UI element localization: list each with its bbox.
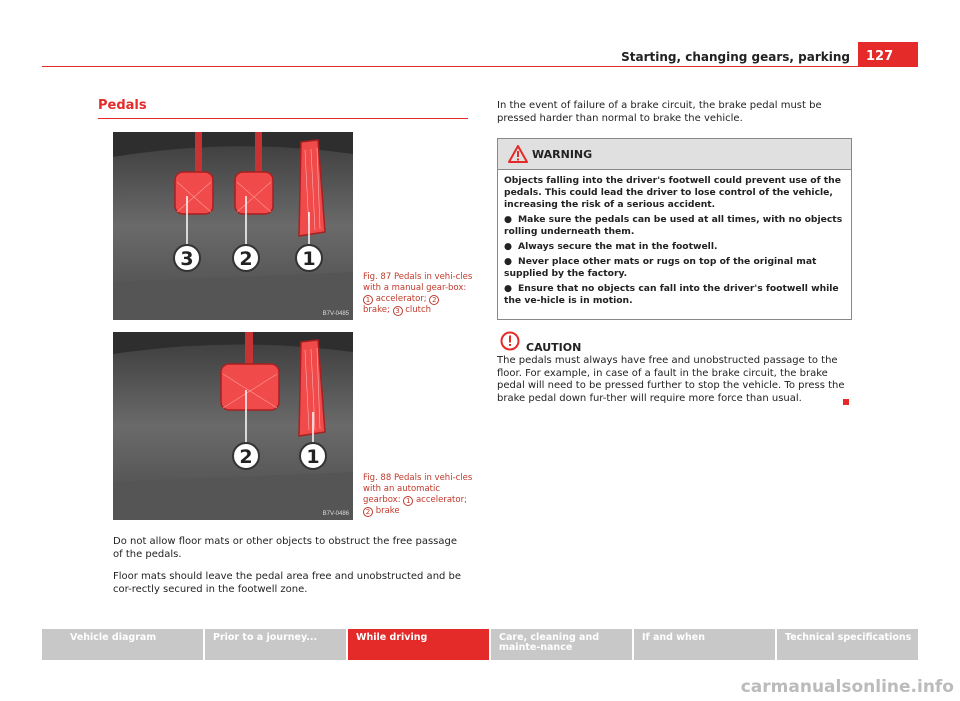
caption-number: 3 [393,306,403,316]
figure-88-caption [363,473,473,517]
watermark: carmanualsonline.info [740,677,954,697]
caption-number: 1 [403,496,413,506]
figure-87-caption [363,272,473,316]
caution-icon [500,331,520,351]
figure-87-manual-pedals [113,132,353,320]
warning-item-text: Always secure the mat in the footwell. [518,241,718,252]
section-title: Pedals [98,98,147,113]
nav-vehicle-diagram[interactable]: Vehicle diagram [42,629,203,660]
warning-triangle-icon [508,145,528,163]
caption-number: 1 [363,295,373,305]
caption-text: brake; [363,305,393,315]
warning-header [498,139,851,170]
warning-item-text: Make sure the pedals can be used at all times, with no objects rolling underneath them. [504,214,843,237]
section-end-marker [843,399,849,405]
warning-item-text: Never place other mats or rugs on top of the original mat supplied by the factory. [504,256,817,279]
caution-text: The pedals must always have free and unobstructed passage to the floor. For example, in case of a fault in the brake circuit, the brake pedal will need to be pressed further to stop the vehicle. To press the brake pedal down fur-ther will require more force than usual. [497,355,845,404]
warning-intro: Objects falling into the driver's footwell could prevent use of the pedals. This could lead the driver to lose control of the vehicle, increasing the risk of a serious accident. [504,175,841,210]
body-paragraph: In the event of failure of a brake circuit, the brake pedal must be pressed harder than normal to brake the vehicle. [497,100,822,124]
caption-text: accelerator; [373,294,430,304]
bullet: ● [504,283,513,294]
caption-text: Fig. 87 Pedals in vehi-cles with a manual gear-box: [363,272,473,293]
nav-if-and-when[interactable]: If and when [634,629,775,660]
warning-item-text: Ensure that no objects can fall into the driver's footwell while the ve-hicle is in motion. [504,283,839,306]
caption-number: 2 [429,295,439,305]
caption-text: brake [373,506,400,516]
fig87-label-2: 2 [239,248,253,270]
caption-text: clutch [402,305,432,315]
warning-box [497,138,852,320]
page-number: 127 [858,42,918,66]
fig87-label-3: 3 [180,248,194,270]
section-rule [98,118,468,119]
bullet: ● [504,256,513,267]
nav-while-driving[interactable]: While driving [348,629,489,660]
nav-technical-specifications[interactable]: Technical specifications [777,629,918,660]
warning-title: WARNING [532,148,593,161]
figure-code: B7V-0485 [322,311,349,317]
figure-code: B7V-0486 [322,511,349,517]
bullet: ● [504,214,513,225]
warning-item [504,214,846,238]
caution-title: CAUTION [526,341,582,354]
header-rule [42,66,918,67]
nav-care-cleaning[interactable]: Care, cleaning and mainte-nance [491,629,632,660]
caption-number: 2 [363,507,373,517]
warning-body [498,170,846,307]
figure-88-automatic-pedals [113,332,353,520]
body-paragraph: Do not allow floor mats or other objects to obstruct the free passage of the pedals. [113,536,458,560]
fig87-label-1: 1 [302,248,316,270]
caption-text: accelerator; [413,495,467,505]
caption-text: Fig. 88 Pedals in vehi-cles with an automatic gearbox: [363,473,473,505]
warning-item [504,241,846,253]
body-paragraph: Floor mats should leave the pedal area free and unobstructed and be cor-rectly secured in the footwell zone. [113,571,462,595]
warning-item [504,283,846,307]
fig88-label-1: 1 [306,446,320,468]
fig88-label-2: 2 [239,446,253,468]
running-header-title: Starting, changing gears, parking [621,50,850,64]
nav-prior-to-journey[interactable]: Prior to a journey... [205,629,346,660]
chapter-nav [42,629,918,660]
bullet: ● [504,241,513,252]
warning-item [504,256,846,280]
